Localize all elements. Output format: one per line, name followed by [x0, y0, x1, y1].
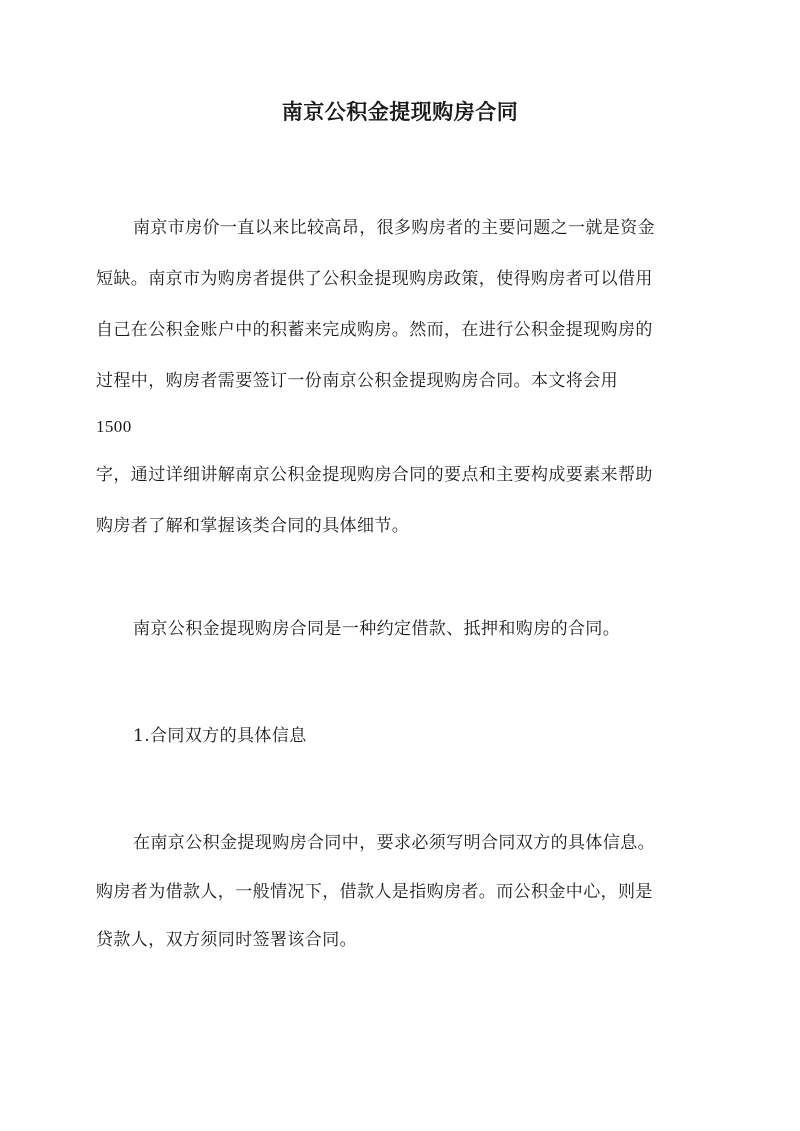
- paragraph-line: 在南京公积金提现购房合同中，要求必须写明合同双方的具体信息。: [133, 833, 655, 853]
- paragraph-line: 南京公积金提现购房合同是一种约定借款、抵押和购房的合同。: [133, 619, 621, 639]
- paragraph-line: 购房者为借款人，一般情况下，借款人是指购房者。而公积金中心，则是: [96, 882, 653, 902]
- paragraph-line: 购房者了解和掌握该类合同的具体细节。: [96, 516, 410, 536]
- paragraph-line: 1500: [96, 417, 132, 436]
- paragraph-line: 自己在公积金账户中的积蓄来完成购房。然而，在进行公积金提现购房的: [96, 320, 653, 340]
- paragraph-line: 贷款人，双方须同时签署该合同。: [96, 930, 357, 950]
- paragraph-line: 字，通过详细讲解南京公积金提现购房合同的要点和主要构成要素来帮助: [96, 465, 653, 485]
- paragraph-line: 南京市房价一直以来比较高昂，很多购房者的主要问题之一就是资金: [133, 218, 655, 238]
- section-heading: 1.合同双方的具体信息: [133, 726, 307, 746]
- document-title: 南京公积金提现购房合同: [281, 99, 519, 124]
- paragraph-line: 过程中，购房者需要签订一份南京公积金提现购房合同。本文将会用: [96, 371, 618, 391]
- paragraph-line: 短缺。南京市为购房者提供了公积金提现购房政策，使得购房者可以借用: [96, 269, 653, 289]
